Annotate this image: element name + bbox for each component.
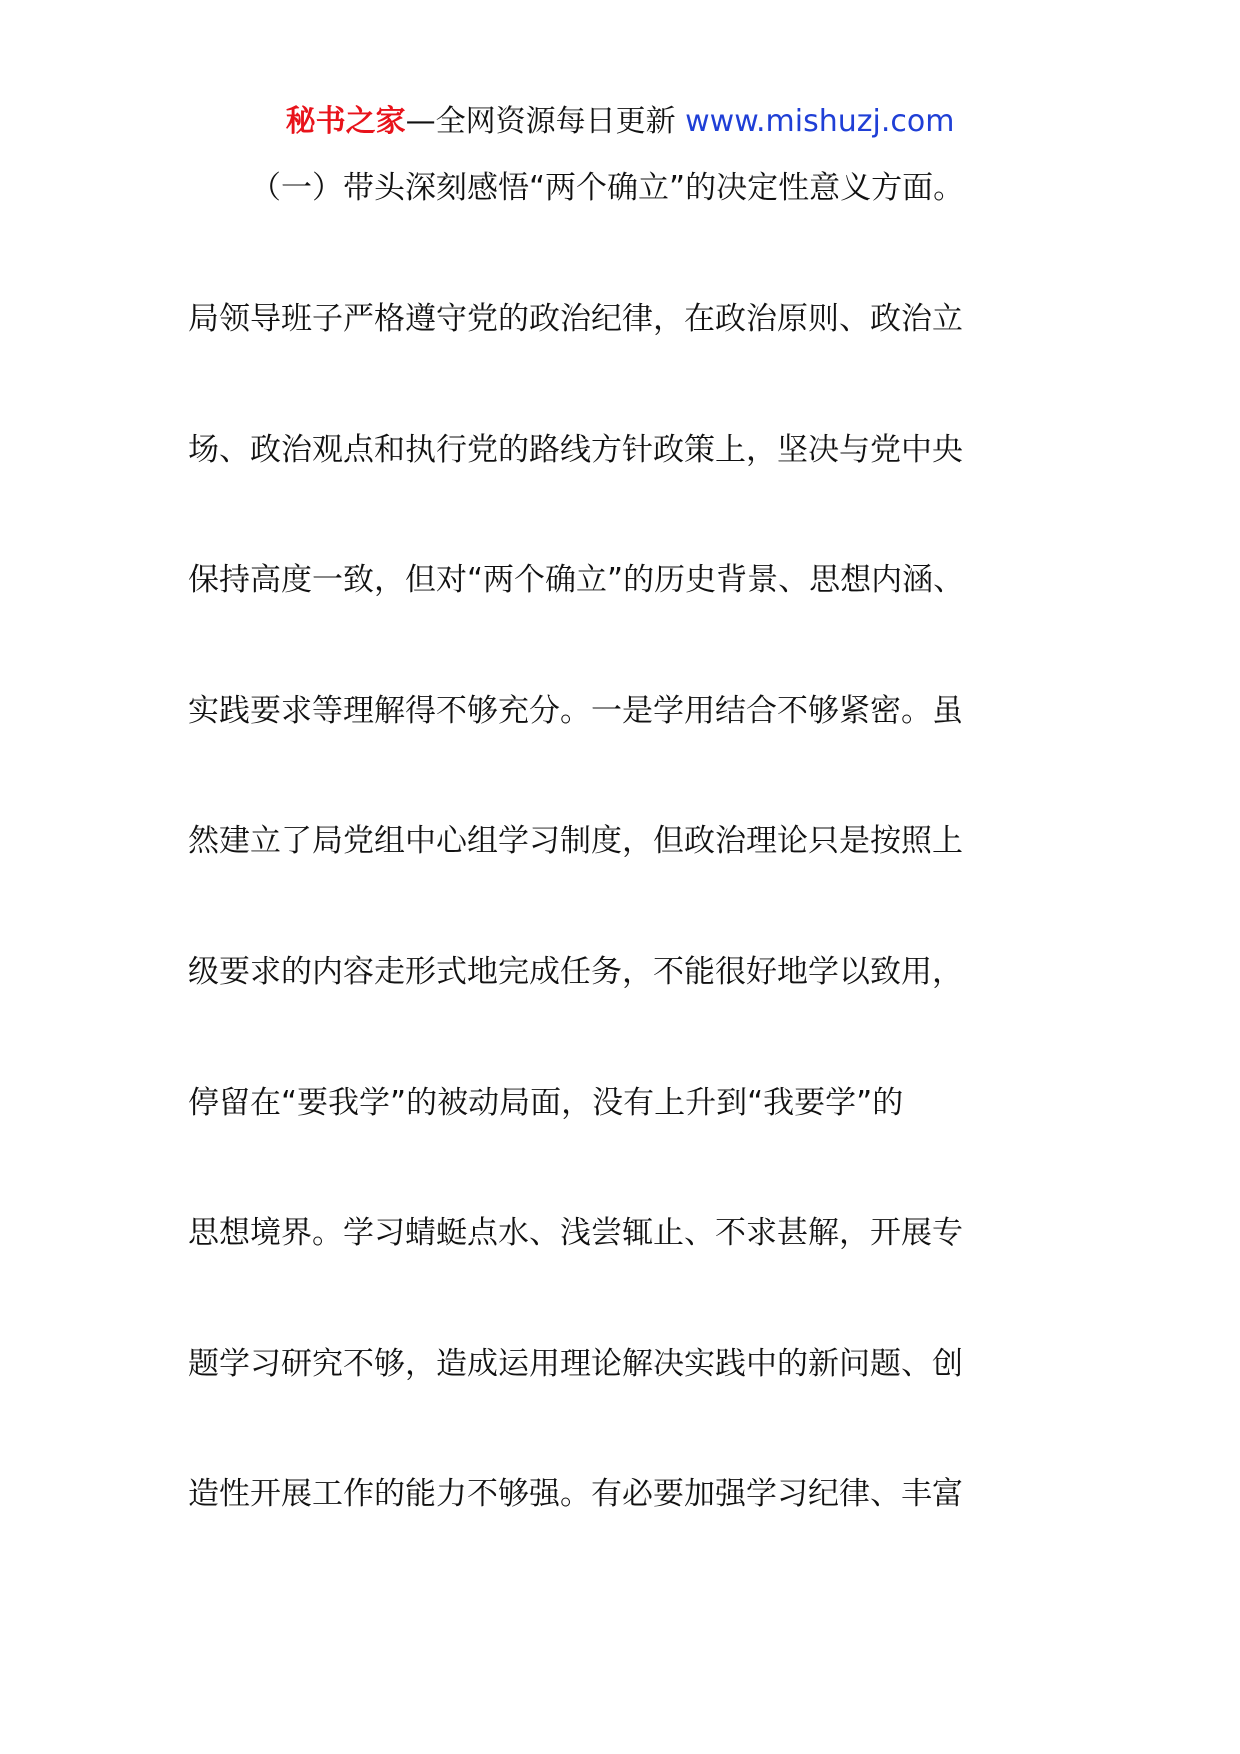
body-line: 实践要求等理解得不够充分。一是学用结合不够紧密。虽 <box>188 693 963 729</box>
brand-name: 秘书之家 <box>285 104 406 139</box>
site-url-link[interactable]: www.mishuzj.com <box>685 104 955 139</box>
section-heading: （一）带头深刻感悟“两个确立”的决定性意义方面。 <box>250 170 965 206</box>
body-line: 然建立了局党组中心组学习制度，但政治理论只是按照上 <box>188 823 963 859</box>
body-line: 局领导班子严格遵守党的政治纪律，在政治原则、政治立 <box>188 301 963 337</box>
body-line: 题学习研究不够，造成运用理论解决实践中的新问题、创 <box>188 1346 963 1382</box>
site-header <box>0 100 1240 144</box>
body-line: 停留在“要我学”的被动局面，没有上升到“我要学”的 <box>188 1085 904 1121</box>
body-line: 造性开展工作的能力不够强。有必要加强学习纪律、丰富 <box>188 1476 963 1512</box>
body-line: 级要求的内容走形式地完成任务，不能很好地学以致用， <box>188 954 963 990</box>
body-line: 思想境界。学习蜻蜓点水、浅尝辄止、不求甚解，开展专 <box>188 1215 963 1251</box>
body-line: 场、政治观点和执行党的路线方针政策上，坚决与党中央 <box>188 432 963 468</box>
body-line: 保持高度一致，但对“两个确立”的历史背景、思想内涵、 <box>188 562 965 598</box>
header-tagline: —全网资源每日更新 <box>405 104 686 139</box>
